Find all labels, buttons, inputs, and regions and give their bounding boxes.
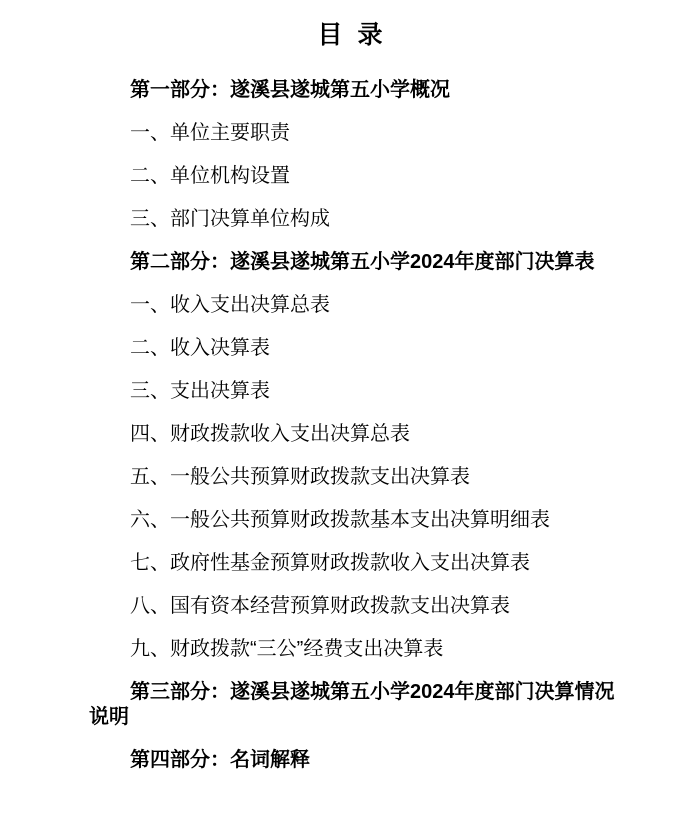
toc-section-heading: 第二部分：遂溪县遂城第五小学2024年度部门决算表: [130, 251, 595, 273]
toc-entry: 八、国有资本经营预算财政拨款支出决算表: [130, 595, 510, 617]
toc-entry: 三、部门决算单位构成: [130, 208, 330, 230]
toc-section-heading: 第一部分：遂溪县遂城第五小学概况: [130, 79, 450, 101]
toc-section-heading: 第三部分：遂溪县遂城第五小学2024年度部门决算情况 说明: [89, 681, 615, 728]
table-of-contents: [0, 78, 700, 773]
toc-entry: 九、财政拨款“三公”经费支出决算表: [130, 638, 444, 660]
toc-entry: 五、一般公共预算财政拨款支出决算表: [130, 466, 470, 488]
toc-entry: 一、单位主要职责: [130, 122, 290, 144]
toc-entry: 二、单位机构设置: [130, 165, 290, 187]
toc-entry: 四、财政拨款收入支出决算总表: [130, 423, 410, 445]
toc-entry: 六、一般公共预算财政拨款基本支出决算明细表: [130, 509, 550, 531]
toc-entry: 七、政府性基金预算财政拨款收入支出决算表: [130, 552, 530, 574]
toc-section-heading: 第四部分：名词解释: [130, 749, 310, 771]
document-title: 目 录: [317, 21, 383, 49]
toc-entry: 二、收入决算表: [130, 337, 270, 359]
toc-entry: 一、收入支出决算总表: [130, 294, 330, 316]
toc-entry: 三、支出决算表: [130, 380, 270, 402]
